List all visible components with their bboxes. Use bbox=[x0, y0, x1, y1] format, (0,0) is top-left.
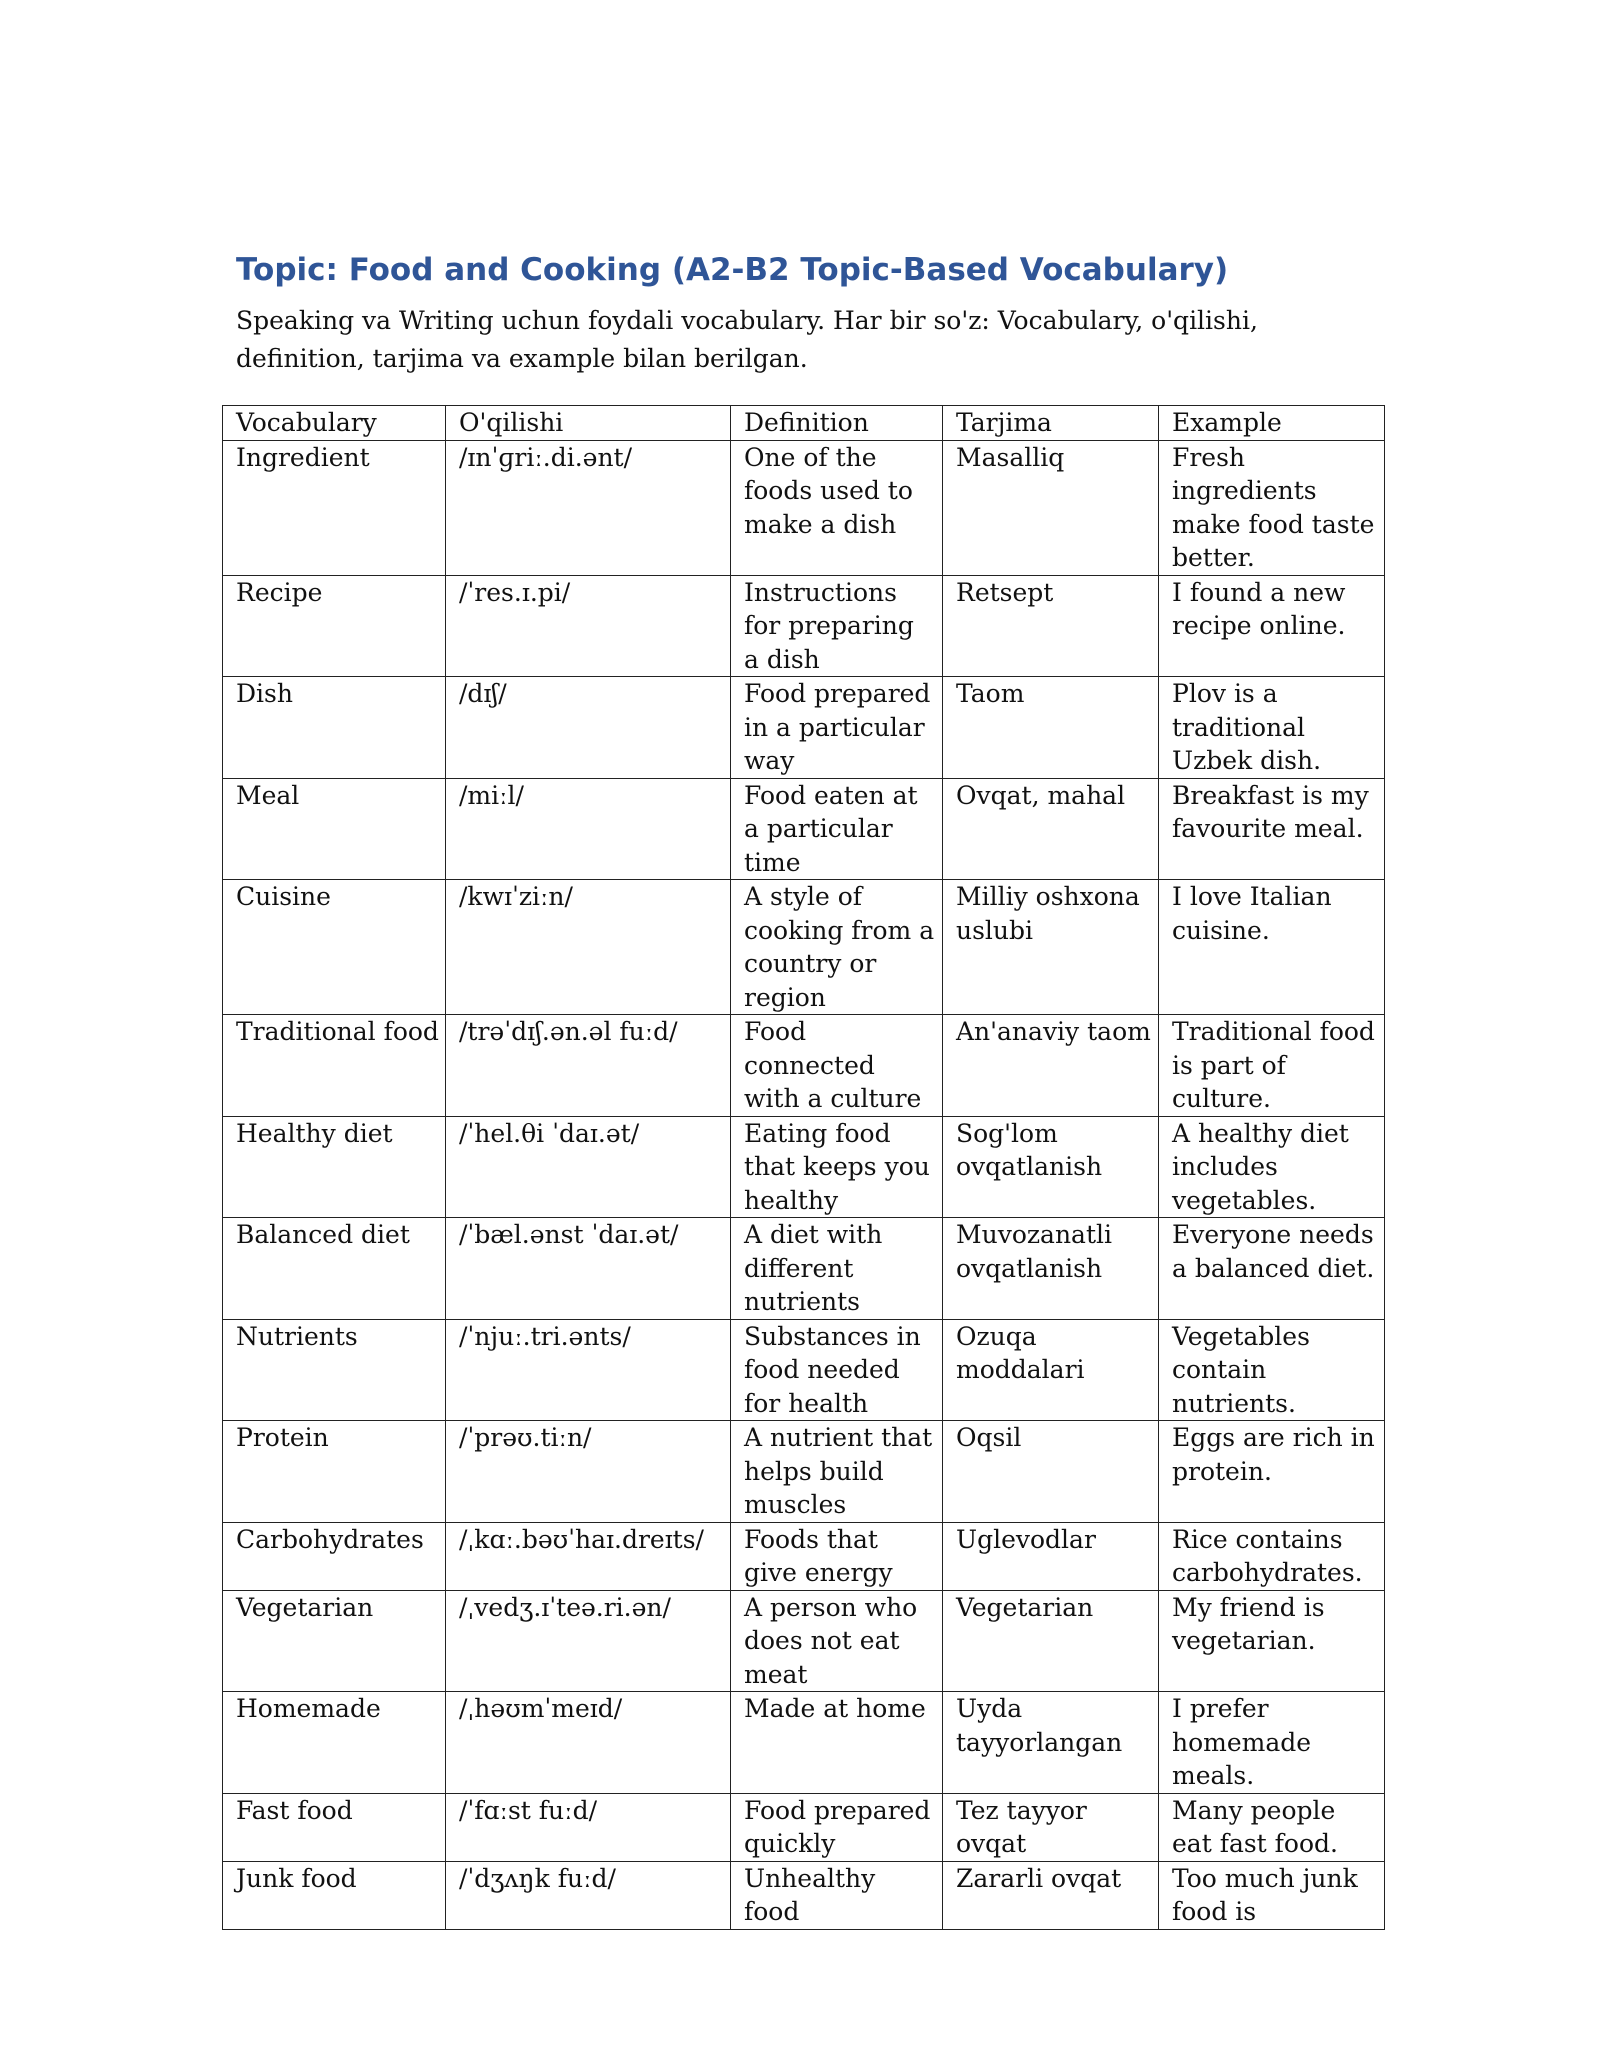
cell-vocabulary: Recipe bbox=[223, 575, 446, 677]
table-row bbox=[223, 880, 1385, 1015]
cell-definition: Food prepared quickly bbox=[731, 1793, 943, 1861]
cell-pronunciation: /ˌkɑː.bəʊˈhaɪ.dreɪts/ bbox=[446, 1522, 731, 1590]
cell-example: Vegetables contain nutrients. bbox=[1159, 1319, 1385, 1421]
table-row bbox=[223, 778, 1385, 880]
cell-pronunciation: /ˌvedʒ.ɪˈteə.ri.ən/ bbox=[446, 1590, 731, 1692]
cell-translation: An'anaviy taom bbox=[943, 1015, 1159, 1117]
cell-example: Eggs are rich in protein. bbox=[1159, 1421, 1385, 1523]
table-row bbox=[223, 1590, 1385, 1692]
cell-vocabulary: Balanced diet bbox=[223, 1218, 446, 1320]
cell-example: I found a new recipe online. bbox=[1159, 575, 1385, 677]
cell-definition: Food prepared in a particular way bbox=[731, 677, 943, 779]
cell-vocabulary: Junk food bbox=[223, 1861, 446, 1929]
page-title: Topic: Food and Cooking (A2-B2 Topic-Based Vocabulary) bbox=[236, 252, 1229, 288]
cell-example: Plov is a traditional Uzbek dish. bbox=[1159, 677, 1385, 779]
header-pronunciation: O'qilishi bbox=[446, 406, 731, 441]
cell-pronunciation: /ˈbæl.ənst ˈdaɪ.ət/ bbox=[446, 1218, 731, 1320]
cell-translation: Masalliq bbox=[943, 440, 1159, 575]
cell-example: Everyone needs a balanced diet. bbox=[1159, 1218, 1385, 1320]
cell-vocabulary: Cuisine bbox=[223, 880, 446, 1015]
cell-translation: Milliy oshxona uslubi bbox=[943, 880, 1159, 1015]
intro-paragraph: Speaking va Writing uchun foydali vocabulary. Har bir so'z: Vocabulary, o'qilishi, definition, tarjima va example bilan berilgan. bbox=[236, 306, 1258, 373]
cell-example: I prefer homemade meals. bbox=[1159, 1692, 1385, 1794]
table-row bbox=[223, 575, 1385, 677]
table-row bbox=[223, 1861, 1385, 1929]
cell-pronunciation: /ˈres.ɪ.pi/ bbox=[446, 575, 731, 677]
cell-pronunciation: /ɪnˈɡriː.di.ənt/ bbox=[446, 440, 731, 575]
cell-pronunciation: /dɪʃ/ bbox=[446, 677, 731, 779]
cell-pronunciation: /ˈprəʊ.tiːn/ bbox=[446, 1421, 731, 1523]
cell-pronunciation: /ˌhəʊmˈmeɪd/ bbox=[446, 1692, 731, 1794]
cell-pronunciation: /ˈnjuː.tri.ənts/ bbox=[446, 1319, 731, 1421]
cell-vocabulary: Traditional food bbox=[223, 1015, 446, 1117]
cell-definition: Food connected with a culture bbox=[731, 1015, 943, 1117]
cell-translation: Muvozanatli ovqatlanish bbox=[943, 1218, 1159, 1320]
cell-translation: Ovqat, mahal bbox=[943, 778, 1159, 880]
cell-example: Too much junk food is bbox=[1159, 1861, 1385, 1929]
table-row bbox=[223, 1015, 1385, 1117]
cell-definition: Food eaten at a particular time bbox=[731, 778, 943, 880]
table-row bbox=[223, 1116, 1385, 1218]
table-row bbox=[223, 1218, 1385, 1320]
cell-vocabulary: Dish bbox=[223, 677, 446, 779]
table-row bbox=[223, 1692, 1385, 1794]
cell-translation: Ozuqa moddalari bbox=[943, 1319, 1159, 1421]
cell-definition: Instructions for preparing a dish bbox=[731, 575, 943, 677]
cell-definition: Foods that give energy bbox=[731, 1522, 943, 1590]
cell-vocabulary: Nutrients bbox=[223, 1319, 446, 1421]
table-row bbox=[223, 1319, 1385, 1421]
cell-definition: Unhealthy food bbox=[731, 1861, 943, 1929]
cell-translation: Oqsil bbox=[943, 1421, 1159, 1523]
cell-pronunciation: /miːl/ bbox=[446, 778, 731, 880]
cell-vocabulary: Healthy diet bbox=[223, 1116, 446, 1218]
table-header-row bbox=[223, 406, 1385, 441]
cell-pronunciation: /ˈdʒʌŋk fuːd/ bbox=[446, 1861, 731, 1929]
cell-definition: Substances in food needed for health bbox=[731, 1319, 943, 1421]
cell-vocabulary: Vegetarian bbox=[223, 1590, 446, 1692]
cell-example: Fresh ingredients make food taste better. bbox=[1159, 440, 1385, 575]
cell-translation: Tez tayyor ovqat bbox=[943, 1793, 1159, 1861]
cell-definition: Made at home bbox=[731, 1692, 943, 1794]
cell-translation: Taom bbox=[943, 677, 1159, 779]
cell-translation: Zararli ovqat bbox=[943, 1861, 1159, 1929]
table-row bbox=[223, 440, 1385, 575]
header-vocabulary: Vocabulary bbox=[223, 406, 446, 441]
cell-translation: Retsept bbox=[943, 575, 1159, 677]
cell-example: My friend is vegetarian. bbox=[1159, 1590, 1385, 1692]
cell-translation: Vegetarian bbox=[943, 1590, 1159, 1692]
cell-vocabulary: Homemade bbox=[223, 1692, 446, 1794]
cell-pronunciation: /ˈhel.θi ˈdaɪ.ət/ bbox=[446, 1116, 731, 1218]
cell-example: Breakfast is my favourite meal. bbox=[1159, 778, 1385, 880]
cell-vocabulary: Ingredient bbox=[223, 440, 446, 575]
cell-pronunciation: /kwɪˈziːn/ bbox=[446, 880, 731, 1015]
header-example: Example bbox=[1159, 406, 1385, 441]
cell-vocabulary: Carbohydrates bbox=[223, 1522, 446, 1590]
cell-translation: Sog'lom ovqatlanish bbox=[943, 1116, 1159, 1218]
cell-example: I love Italian cuisine. bbox=[1159, 880, 1385, 1015]
cell-example: Traditional food is part of culture. bbox=[1159, 1015, 1385, 1117]
table-row bbox=[223, 1793, 1385, 1861]
cell-vocabulary: Meal bbox=[223, 778, 446, 880]
cell-definition: A person who does not eat meat bbox=[731, 1590, 943, 1692]
header-translation: Tarjima bbox=[943, 406, 1159, 441]
vocabulary-table bbox=[222, 405, 1385, 1930]
cell-definition: One of the foods used to make a dish bbox=[731, 440, 943, 575]
table-body bbox=[223, 440, 1385, 1929]
cell-pronunciation: /trəˈdɪʃ.ən.əl fuːd/ bbox=[446, 1015, 731, 1117]
table-row bbox=[223, 1421, 1385, 1523]
cell-definition: Eating food that keeps you healthy bbox=[731, 1116, 943, 1218]
cell-example: A healthy diet includes vegetables. bbox=[1159, 1116, 1385, 1218]
table-row bbox=[223, 1522, 1385, 1590]
cell-example: Many people eat fast food. bbox=[1159, 1793, 1385, 1861]
cell-definition: A style of cooking from a country or region bbox=[731, 880, 943, 1015]
cell-vocabulary: Fast food bbox=[223, 1793, 446, 1861]
cell-translation: Uglevodlar bbox=[943, 1522, 1159, 1590]
cell-vocabulary: Protein bbox=[223, 1421, 446, 1523]
cell-definition: A nutrient that helps build muscles bbox=[731, 1421, 943, 1523]
cell-pronunciation: /ˈfɑːst fuːd/ bbox=[446, 1793, 731, 1861]
cell-example: Rice contains carbohydrates. bbox=[1159, 1522, 1385, 1590]
header-definition: Definition bbox=[731, 406, 943, 441]
table-row bbox=[223, 677, 1385, 779]
cell-definition: A diet with different nutrients bbox=[731, 1218, 943, 1320]
cell-translation: Uyda tayyorlangan bbox=[943, 1692, 1159, 1794]
